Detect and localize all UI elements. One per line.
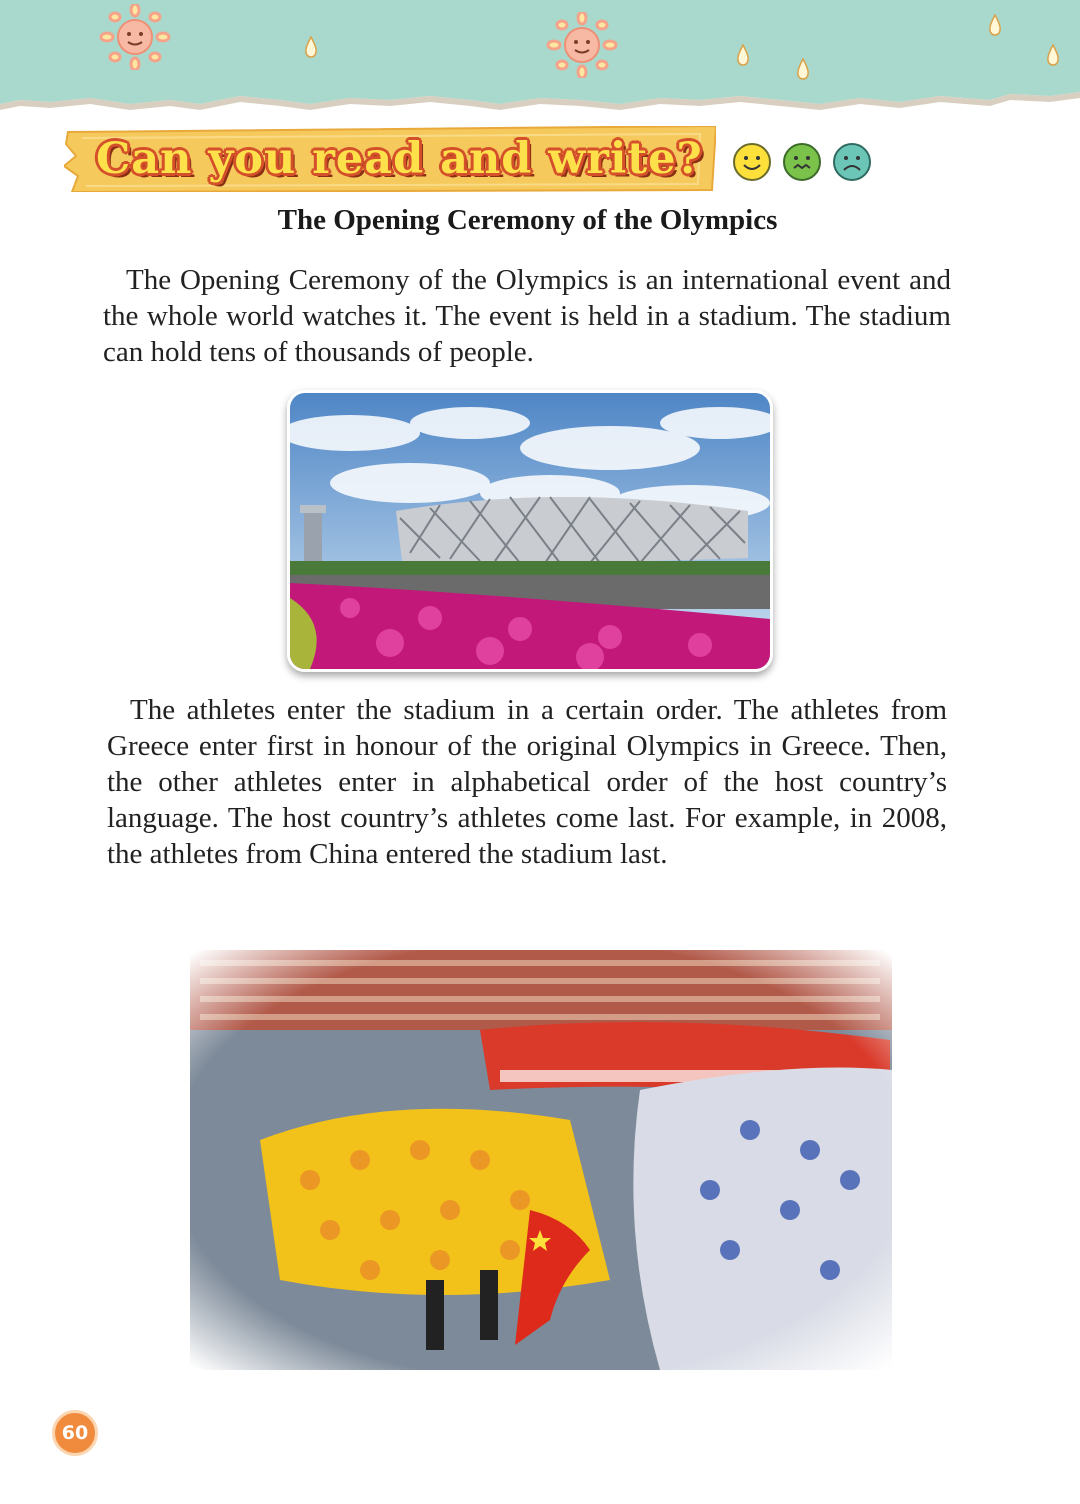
article-title: The Opening Ceremony of the Olympics <box>277 204 778 236</box>
raindrop-icon <box>1046 44 1060 66</box>
raindrop-icon <box>988 14 1002 36</box>
top-banner <box>0 0 1080 118</box>
stadium-photo <box>287 390 773 672</box>
neutral-face-icon <box>782 142 822 182</box>
sad-face-icon <box>832 142 872 182</box>
section-heading: Can you read and write? <box>96 134 703 184</box>
sun-icon <box>95 4 175 70</box>
raindrop-icon <box>796 58 810 80</box>
raindrop-icon <box>304 36 318 58</box>
smiley-face-icon <box>732 142 772 182</box>
raindrop-icon <box>736 44 750 66</box>
paragraph-2: The athletes enter the stadium in a certain order. The athletes from Greece enter first in honour of the original Olympics in Greece. Then, the other athletes enter in alphabetical order of the host country’s language. The host country’s athletes come last. For example, in 2008, the athletes from China entered the stadium last. <box>107 694 947 870</box>
page-number-badge <box>52 1410 98 1456</box>
sun-icon <box>542 12 622 78</box>
page-number: 60 <box>61 1422 89 1444</box>
parade-photo <box>190 950 892 1370</box>
paragraph-1: The Opening Ceremony of the Olympics is an international event and the whole world watches it. The event is held in a stadium. The stadium can hold tens of thousands of people. <box>103 264 951 368</box>
